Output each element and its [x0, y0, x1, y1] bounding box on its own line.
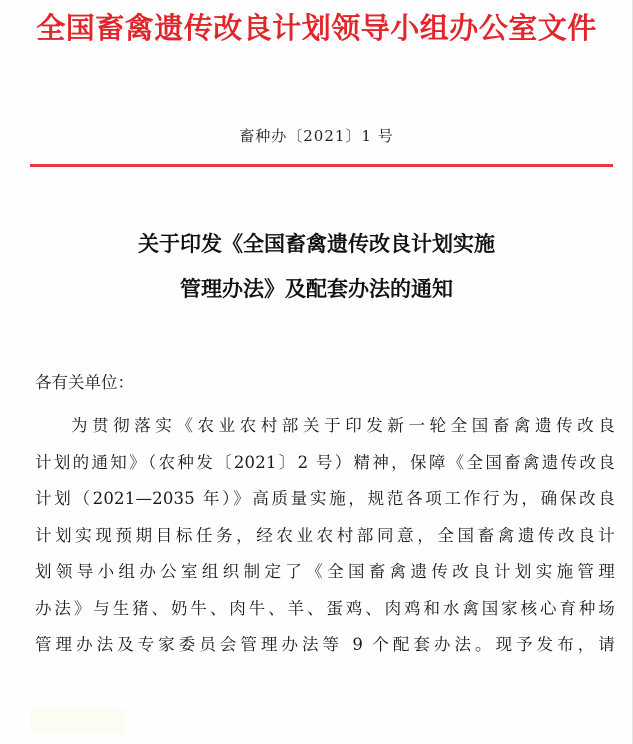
body-line: 管理办法及专家委员会管理办法等 9 个配套办法。现予发布，请 — [35, 635, 615, 654]
red-divider-rule — [30, 164, 613, 167]
notice-title — [0, 222, 633, 312]
body-line: 划领导小组办公室组织制定了《全国畜禽遗传改良计划实施管理 — [35, 562, 615, 581]
notice-title-line-2: 管理办法》及配套办法的通知 — [180, 277, 453, 301]
body-line: 计划（2021—2035 年）》高质量实施，规范各项工作行为，确保改良 — [35, 489, 615, 508]
notice-title-line-1: 关于印发《全国畜禽遗传改良计划实施 — [138, 232, 495, 256]
body-line: 为贯彻落实《农业农村部关于印发新一轮全国畜禽遗传改良 — [71, 416, 615, 435]
scan-artifact — [30, 708, 125, 734]
document-number: 畜种办〔2021〕1 号 — [239, 127, 394, 145]
body-line: 计划实现预期目标任务，经农业农村部同意，全国畜禽遗传改良计 — [35, 525, 615, 545]
body-line: 办法》与生猪、奶牛、肉牛、羊、蛋鸡、肉鸡和水禽国家核心育种场 — [35, 598, 615, 618]
masthead-title: 全国畜禽遗传改良计划领导小组办公室文件 — [36, 11, 597, 45]
salutation: 各有关单位： — [35, 373, 134, 392]
body-paragraph — [35, 412, 615, 668]
body-line: 计划的通知》（农种发〔2021〕2 号）精神，保障《全国畜禽遗传改良 — [35, 452, 615, 472]
